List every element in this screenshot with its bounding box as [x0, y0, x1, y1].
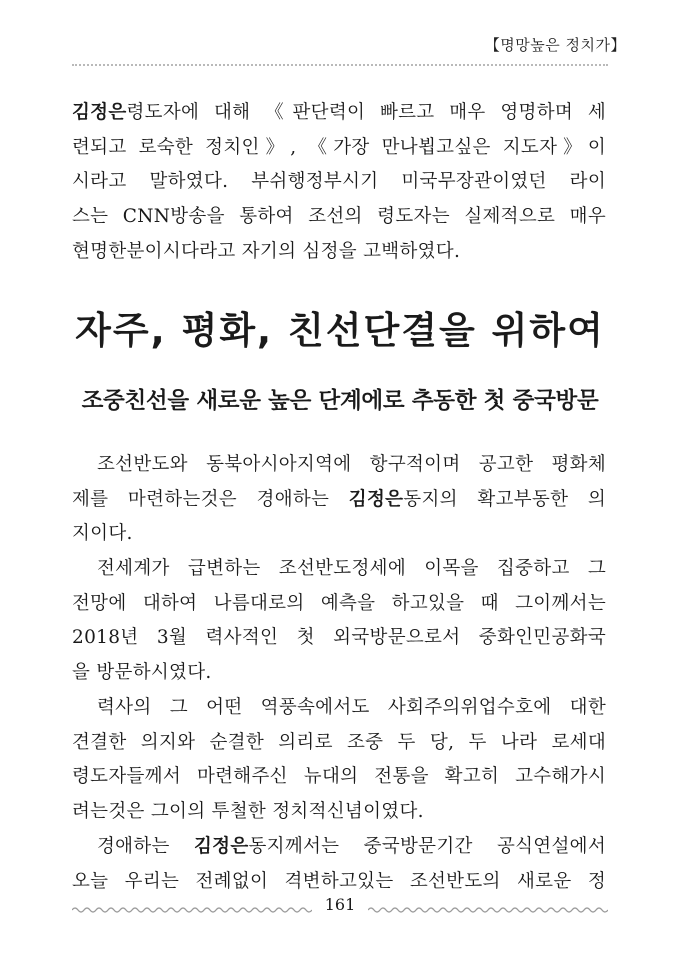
- line-text: 현명한분이시다라고 자기의 심정을 고백하였다.: [72, 240, 461, 262]
- body-paragraph: [72, 691, 606, 830]
- leader-name: 김정은: [348, 488, 404, 510]
- text-line: [72, 830, 606, 865]
- section-title: 자주, 평화, 친선단결을 위하여: [75, 309, 605, 352]
- line-text: 을 방문하시였다.: [72, 662, 212, 684]
- line-text: 제를 마련하는것은 경애하는: [72, 488, 349, 510]
- text-line: [72, 656, 606, 691]
- header-divider: [72, 64, 608, 66]
- body-paragraph: [72, 830, 606, 899]
- line-text: 전망에 대하여 나름대로의 예측을 하고있을 때 그이께서는: [72, 592, 606, 614]
- text-line: [72, 726, 606, 761]
- line-text: 령도자에 대해 《판단력이 빠르고 매우 영명하며 세: [126, 102, 606, 123]
- section-subtitle: 조중친선을 새로운 높은 단계에로 추동한 첫 중국방문: [81, 388, 599, 414]
- intro-paragraph: [72, 96, 606, 270]
- line-text: 2018년 3월 력사적인 첫 외국방문으로서 중화인민공화국: [72, 627, 606, 649]
- line-text: 동지께서는 중국방문기간 공식연설에서: [248, 836, 606, 857]
- line-text: 오늘 우리는 전례없이 격변하고있는 조선반도의 새로운 정: [72, 870, 606, 892]
- running-header: 【명망높은 정치가】: [484, 36, 626, 54]
- text-line: [72, 587, 606, 622]
- text-line: [72, 96, 606, 131]
- line-text: 력사의 그 어떤 역풍속에서도 사회주의위업수호에 대한: [97, 697, 606, 718]
- text-line: [72, 760, 606, 795]
- text-line: [72, 483, 606, 518]
- body-paragraph: [72, 448, 606, 552]
- leader-name: 김정은: [193, 836, 249, 857]
- line-text: 스는 CNN방송을 통하여 조선의 령도자는 실제적으로 매우: [72, 206, 606, 228]
- line-text: 전세계가 급변하는 조선반도정세에 이목을 집중하고 그: [97, 558, 606, 579]
- line-text: 련되고 로숙한 정치인》, 《가장 만나뵙고싶은 지도자》이: [72, 136, 606, 158]
- text-line: [72, 235, 606, 270]
- footer-ornament-right: [368, 906, 608, 914]
- text-line: [72, 200, 606, 235]
- text-line: [72, 691, 606, 726]
- text-line: [72, 795, 606, 830]
- body-paragraph: [72, 552, 606, 691]
- line-text: 조선반도와 동북아시아지역에 항구적이며 공고한 평화체: [97, 454, 606, 475]
- line-text: 견결한 의지와 순결한 의리로 조중 두 당, 두 나라 로세대: [72, 731, 606, 753]
- text-line: [72, 448, 606, 483]
- leader-name: 김정은: [72, 102, 127, 123]
- text-line: [72, 131, 606, 166]
- line-text: 지이다.: [72, 523, 133, 545]
- text-line: [72, 165, 606, 200]
- line-text: 시라고 말하였다. 부쉬행정부시기 미국무장관이였던 라이: [72, 171, 606, 193]
- text-line: [72, 517, 606, 552]
- text-line: [72, 552, 606, 587]
- line-text: 동지의 확고부동한 의: [403, 488, 606, 510]
- text-line: [72, 621, 606, 656]
- line-text: 려는것은 그이의 투철한 정치적신념이였다.: [72, 801, 424, 823]
- page-number: 161: [324, 895, 356, 914]
- line-text: 령도자들께서 마련해주신 뉴대의 전통을 확고히 고수해가시: [72, 766, 606, 788]
- line-text: 경애하는: [97, 836, 194, 857]
